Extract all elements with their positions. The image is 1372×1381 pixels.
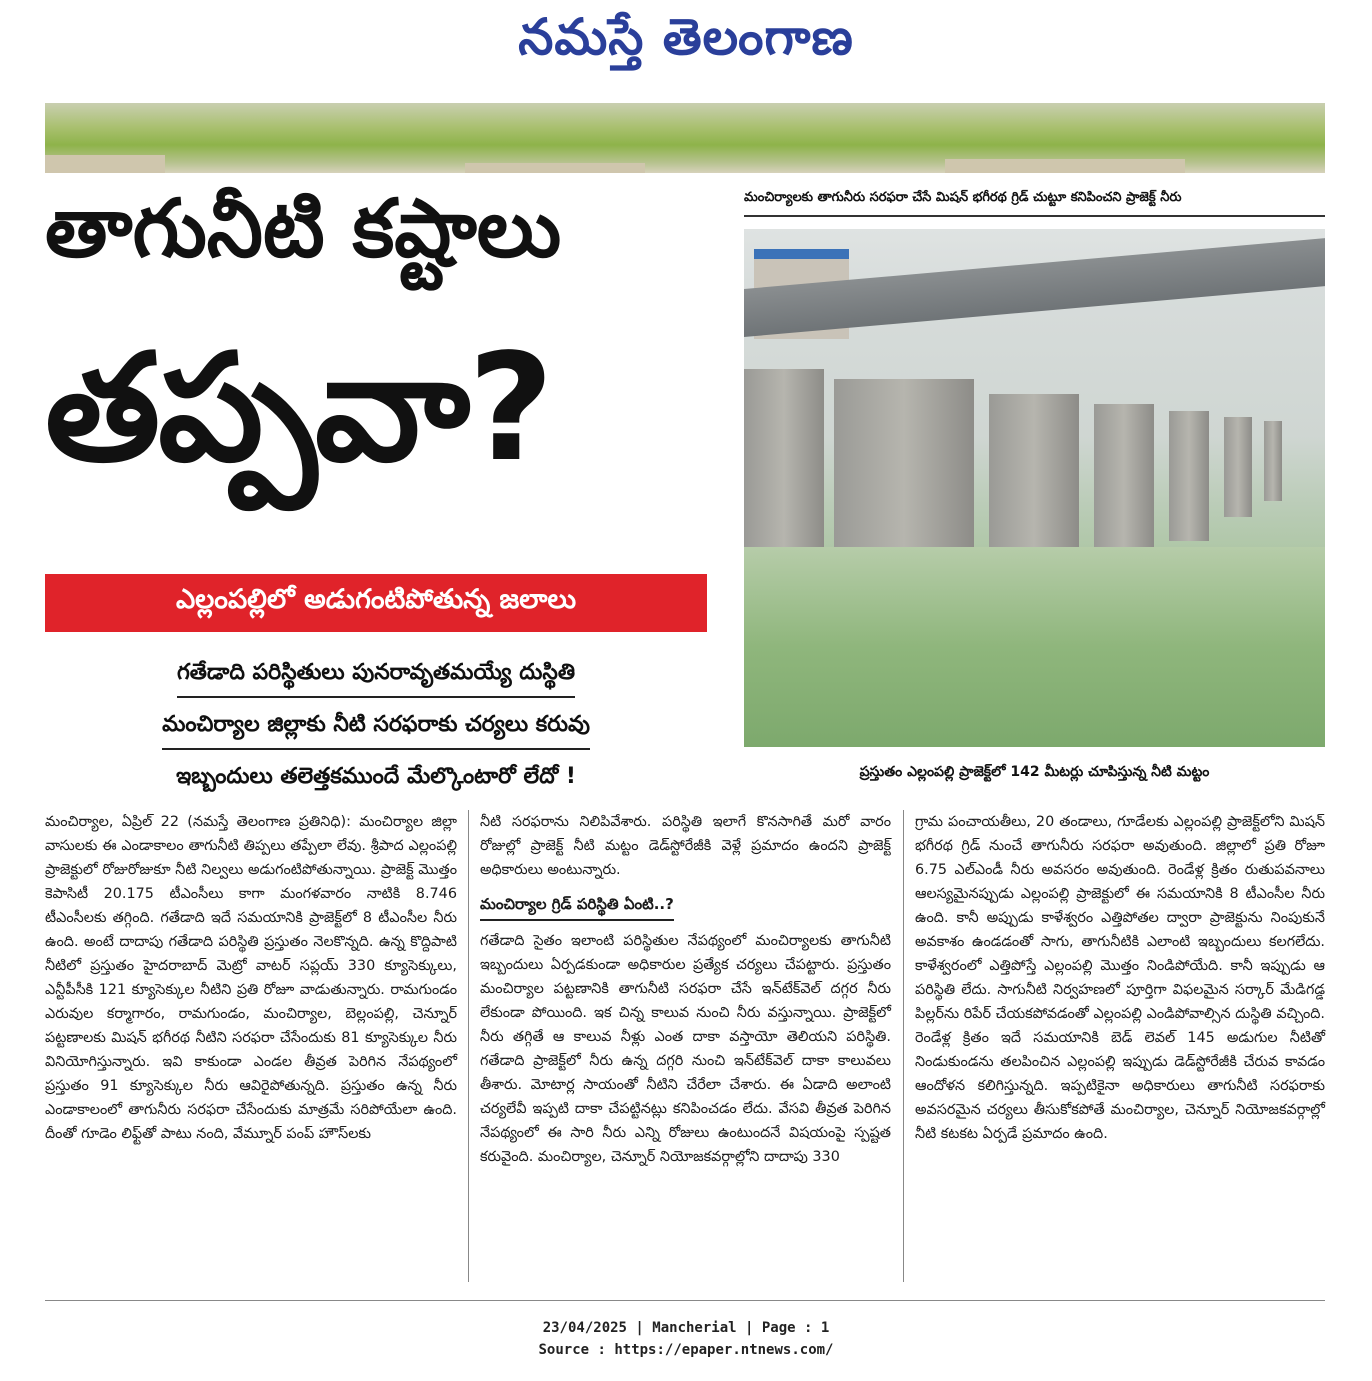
banner-photo	[45, 103, 1325, 173]
photo-caption-bottom: ప్రస్తుతం ఎల్లంపల్లి ప్రాజెక్ట్‌లో 142 మీటర్లు చూపిస్తున్న నీటి మట్టం	[859, 764, 1210, 780]
headline-line1: తాగునీటి కష్టాలు	[45, 182, 562, 275]
footer-date-page: 23/04/2025 | Mancherial | Page : 1	[542, 1320, 830, 1336]
article-column-1	[45, 810, 457, 1146]
masthead-logo: నమస్తే తెలంగాణ	[518, 8, 854, 66]
column-2-subhead: మంచిర్యాల గ్రిడ్ పరిస్థితి ఏంటి..?	[480, 892, 674, 921]
column-2-text-b: గతేడాది సైతం ఇలాంటి పరిస్థితుల నేపథ్యంలో మంచిర్యాలకు తాగునీటి ఇబ్బందులు ఏర్పడకుండా అధికారుల ప్రత్యేక చర్యలు చేపట్టారు. ప్రస్తుతం మంచిర్యాల పట్టణానికి తాగునీటి సరఫరా చేసే ఇన్‌టేక్‌వెల్ దగ్గర నీరు లేకుండా పోయింది. ఇక చిన్న కాలువ నుంచి నీరు వస్తున్నాయి. ప్రాజెక్ట్‌లో నీరు తగ్గితే ఆ కాలువ నీళ్లు ఎంత దాకా వస్తాయో తెలియని పరిస్థితి. గతేడాది ప్రాజెక్ట్‌లో నీరు ఉన్న దగ్గరి నుంచి ఇన్‌టేక్‌వెల్ దాకా కాలువలు తీశారు. మోటార్ల సాయంతో నీటిని చేరేలా చేశారు. ఈ ఏడాది అలాంటి చర్యలేవీ ఇప్పటి దాకా చేపట్టినట్లు కనిపించడం లేదు. వేసవి తీవ్రత పెరిగిన నేపథ్యంలో ఈ సారి నీరు ఎన్ని రోజులు ఉంటుందనే విషయంపై స్పష్టత కరువైంది. మంచిర్యాల, చెన్నూర్ నియోజకవర్గాల్లోని దాదాపు 330	[480, 933, 891, 1165]
column-2-text-a: నీటి సరఫరాను నిలిపివేశారు. పరిస్థితి ఇలాగే కొనసాగితే మరో వారం రోజుల్లో ప్రాజెక్ట్ నీటి మట్టం డెడ్‌స్టోరేజీకి వెళ్లే ప్రమాదం ఉందని ప్రాజెక్ట్ అధికారులు అంటున్నారు.	[480, 814, 891, 878]
article-column-2	[480, 810, 891, 1169]
footer-divider	[45, 1300, 1325, 1301]
column-3-text: గ్రామ పంచాయతీలు, 20 తండాలు, గూడేలకు ఎల్లంపల్లి ప్రాజెక్ట్‌లోని మిషన్ భగీరథ గ్రిడ్ నుంచే తాగునీరు సరఫరా అవుతుంది. జిల్లాలో ప్రతి రోజూ 6.75 ఎల్ఎండీ నీరు అవసరం అవుతుంది. రెండేళ్ల క్రితం రుతుపవనాలు ఆలస్యమైనప్పుడు ఎల్లంపల్లి ప్రాజెక్టులో ఈ సమయానికి 8 టీఎంసీల నీరు ఉంది. కానీ అప్పుడు కాళేశ్వరం ఎత్తిపోతల ద్వారా ప్రాజెక్టును నింపుకునే అవకాశం ఉండడంతో సాగు, తాగునీటికి ఎలాంటి ఇబ్బందులు కలగలేదు. కాళేశ్వరంలో ఎత్తిపోస్తే ఎల్లంపల్లి మొత్తం నిండిపోయేది. కానీ ఇప్పుడు ఆ పరిస్థితి లేదు. సాగునీటి నిర్వహణలో పూర్తిగా విఫలమైన సర్కార్ మేడిగడ్డ పిల్లర్‌ను రిపేర్ చేయకపోవడంతో ఎల్లంపల్లి ఎండిపోవాల్సిన దుస్థితి వచ్చింది. రెండేళ్ల క్రితం ఇదే సమయానికి బెడ్ లెవల్ 145 అడుగుల నీటితో నిండుకుండను తలపించిన ఎల్లంపల్లి ఇప్పుడు డెడ్‌స్టోరేజీకి చేరువ కావడం ఆందోళన కలిగిస్తున్నది. ఇప్పటికైనా అధికారులు తాగునీటి సరఫరాకు అవసరమైన చర్యలు తీసుకోకపోతే మంచిర్యాల, చెన్నూర్ నియోజకవర్గాల్లో నీటి కటకట ఏర్పడే ప్రమాదం ఉంది.	[915, 814, 1325, 1142]
deck-2-text: మంచిర్యాల జిల్లాకు నీటి సరఫరాకు చర్యలు కరువు	[162, 712, 590, 750]
headline-line2: తప్పవా?	[45, 322, 552, 494]
column-divider	[903, 810, 904, 1282]
deck-1	[45, 660, 707, 698]
footer-source: Source : https://epaper.ntnews.com/	[538, 1342, 834, 1358]
deck-3	[45, 764, 707, 794]
article-column-3	[915, 810, 1325, 1146]
deck-2	[45, 712, 707, 750]
column-divider	[468, 810, 469, 1282]
kicker-banner	[45, 574, 707, 632]
photo-caption-top: మంచిర్యాలకు తాగునీరు సరఫరా చేసే మిషన్ భగీరథ గ్రిడ్ చుట్టూ కనిపించని ప్రాజెక్ట్ నీరు	[744, 190, 1325, 217]
dam-photo	[744, 229, 1325, 747]
deck-3-text: ఇబ్బందులు తలెత్తకముందే మేల్కొంటారో లేదో !	[176, 764, 576, 789]
column-1-text: మంచిర్యాల, ఏప్రిల్ 22 (నమస్తే తెలంగాణ ప్రతినిధి): మంచిర్యాల జిల్లా వాసులకు ఈ ఎండాకాలం తాగునీటి తిప్పలు తప్పేలా లేవు. శ్రీపాద ఎల్లంపల్లి ప్రాజెక్టులో రోజురోజుకూ నీటి నిల్వలు అడుగంటిపోతున్నాయి. ప్రాజెక్ట్ మొత్తం కెపాసిటీ 20.175 టీఎంసీలు కాగా మంగళవారం నాటికి 8.746 టీఎంసీలకు తగ్గింది. గతేడాది ఇదే సమయానికి ప్రాజెక్ట్‌లో 8 టీఎంసీల నీరు ఉంది. అంటే దాదాపు గతేడాది పరిస్థితి ప్రస్తుతం నెలకొన్నది. ఉన్న కొద్దిపాటి నీటిలో ప్రస్తుతం హైదరాబాద్ మెట్రో వాటర్ సప్లయ్ 330 క్యూసెక్కులు, ఎన్టీపీసీకి 121 క్యూసెక్కుల నీటిని ప్రతి రోజూ వాడుతున్నారు. రామగుండం ఎరువుల కర్మాగారం, రామగుండం, మంచిర్యాల, బెల్లంపల్లి, చెన్నూర్ పట్టణాలకు మిషన్ భగీరథ నీటిని సరఫరా చేసేందుకు 81 క్యూసెక్కుల నీరు వినియోగిస్తున్నారు. ఇవి కాకుండా ఎండల తీవ్రత పెరిగిన నేపథ్యంలో ప్రస్తుతం 91 క్యూసెక్కుల నీరు ఆవిరైపోతున్నది. ప్రస్తుతం ఉన్న నీరు ఎండాకాలంలో తాగునీరు సరఫరా చేసేందుకు మాత్రమే సరిపోయేలా ఉంది. దీంతో గూడెం లిఫ్ట్‌తో పాటు నంది, వేమ్నూర్ పంప్ హౌస్‌లకు	[45, 814, 457, 1142]
deck-1-text: గతేడాది పరిస్థితులు పునరావృతమయ్యే దుస్థితి	[177, 660, 575, 698]
kicker-text: ఎల్లంపల్లిలో అడుగంటిపోతున్న జలాలు	[175, 584, 577, 615]
